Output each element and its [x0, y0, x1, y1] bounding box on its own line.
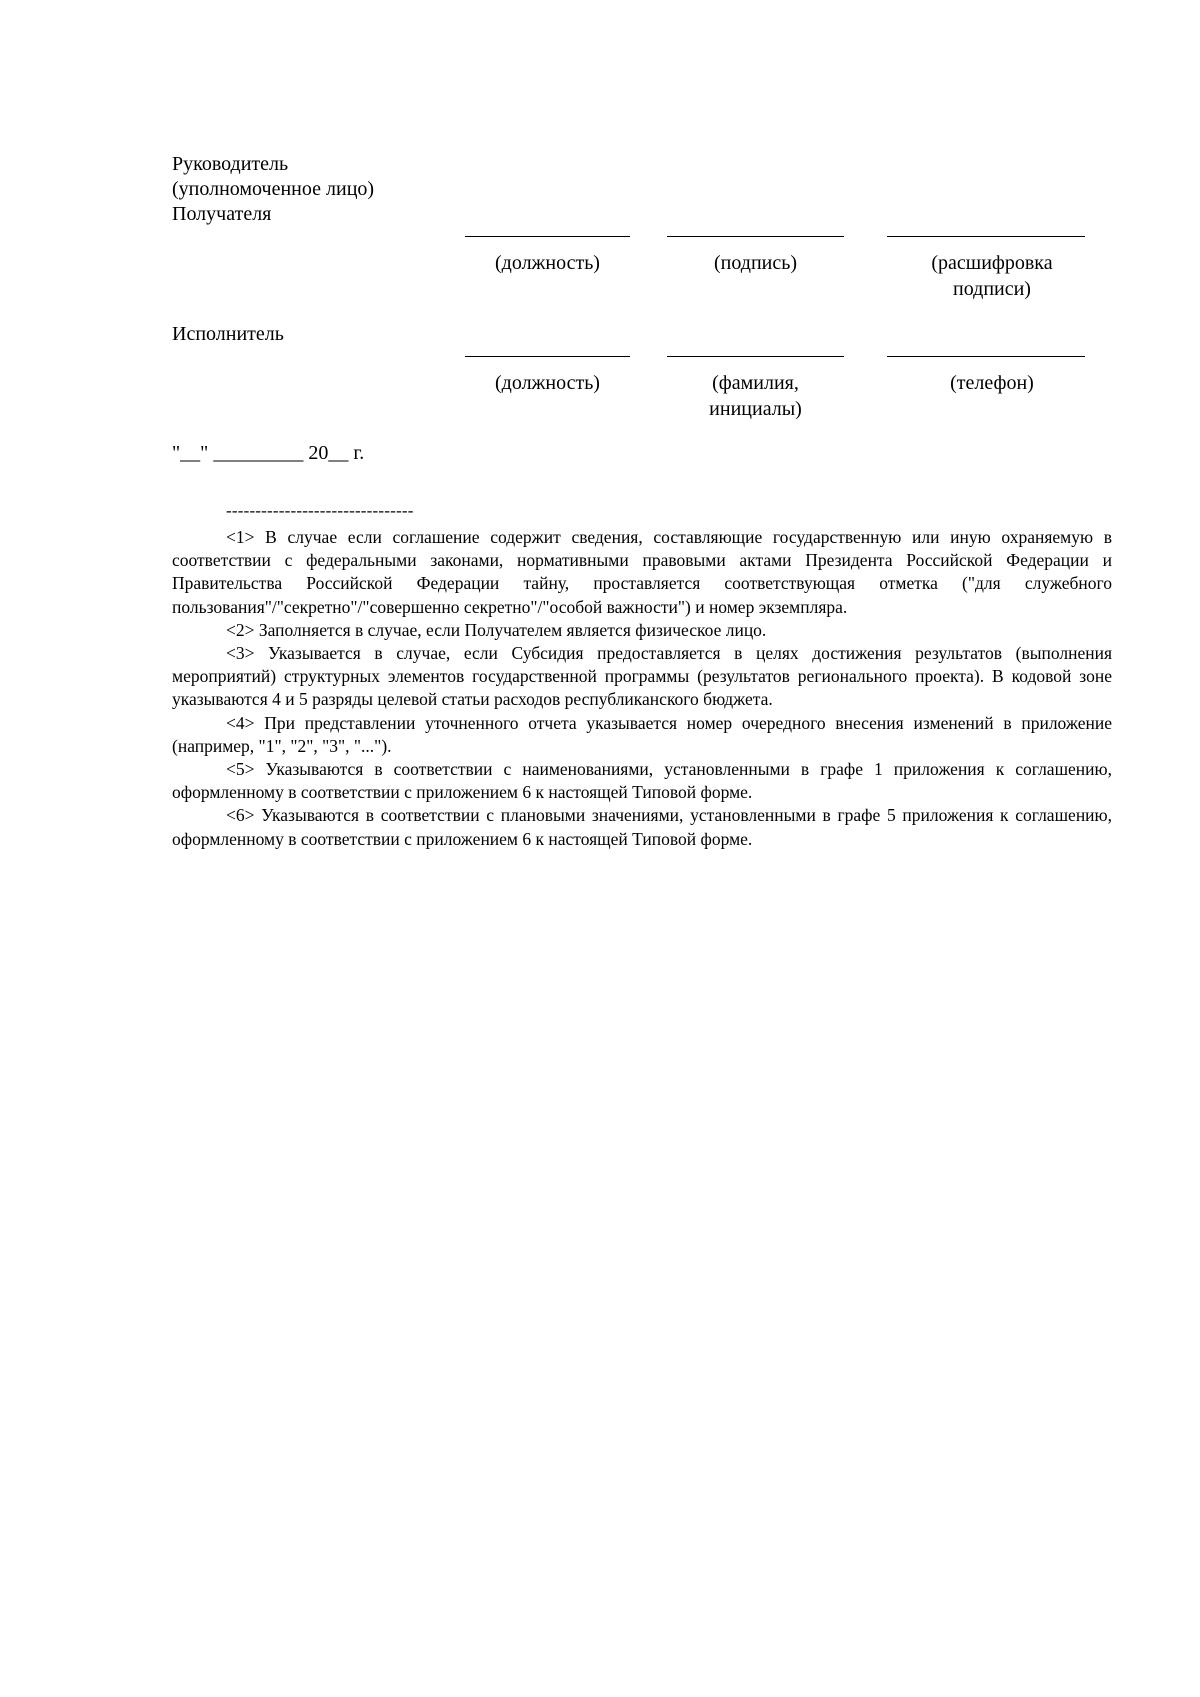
head-title-line-2: (уполномоченное лицо) — [172, 178, 375, 200]
head-position-line[interactable] — [465, 236, 630, 237]
head-position-caption: (должность) — [495, 252, 600, 274]
footnote-2: <2> Заполняется в случае, если Получателем является физическое лицо. — [226, 619, 767, 640]
head-signature-caption: (подпись) — [713, 252, 798, 274]
footnote-1: <1> В случае если соглашение содержит сведения, составляющие государственную или иную охраняемую в соответствии с федеральными законами, нормативными правовыми актами Президента Российской Федерации и Правительства Российской Федерации тайну, проставляется соответствующая отметка ("для служебного пользования"/"секретно"/"совершенно секретно"/"особой важности") и номер экземпляра. — [172, 527, 1112, 617]
head-decoding-line[interactable] — [887, 236, 1085, 237]
footnote-4: <4> При представлении уточненного отчета указывается номер очередного внесения изменений в приложение (например, "1", "2", "3", "..."). — [172, 712, 1112, 756]
executor-position-caption: (должность) — [495, 372, 600, 394]
executor-name-line[interactable] — [667, 356, 844, 357]
executor-name-caption-line-1: (фамилия, — [712, 372, 799, 394]
footnote-6: <6> Указываются в соответствии с плановыми значениями, установленными в графе 5 приложения к соглашению, оформленному в соответствии с приложением 6 к настоящей Типовой форме. — [172, 805, 1112, 849]
footnote-5: <5> Указываются в соответствии с наименованиями, установленными в графе 1 приложения к соглашению, оформленному в соответствии с приложением 6 к настоящей Типовой форме. — [172, 759, 1112, 803]
head-decoding-caption-line-1: (расшифровка — [931, 252, 1053, 274]
head-title-line-1: Руководитель — [172, 153, 289, 175]
executor-name-caption-line-2: инициалы) — [709, 398, 802, 420]
head-title-line-3: Получателя — [172, 203, 272, 225]
executor-phone-caption: (телефон) — [950, 372, 1034, 394]
executor-label: Исполнитель — [172, 323, 284, 345]
head-decoding-caption-line-2: подписи) — [953, 278, 1031, 300]
head-signature-line[interactable] — [667, 236, 844, 237]
executor-position-line[interactable] — [465, 356, 630, 357]
executor-phone-line[interactable] — [887, 356, 1085, 357]
footnote-separator: -------------------------------- — [226, 501, 414, 520]
footnote-3: <3> Указывается в случае, если Субсидия предоставляется в целях достижения результатов (выполнения мероприятий) структурных элементов государственной программы (результатов регионального проекта). В кодовой зоне указываются 4 и 5 разряды целевой статьи расходов республиканского бюджета. — [172, 643, 1112, 710]
footnotes — [172, 526, 1112, 851]
date-line: "__" _________ 20__ г. — [172, 442, 365, 464]
